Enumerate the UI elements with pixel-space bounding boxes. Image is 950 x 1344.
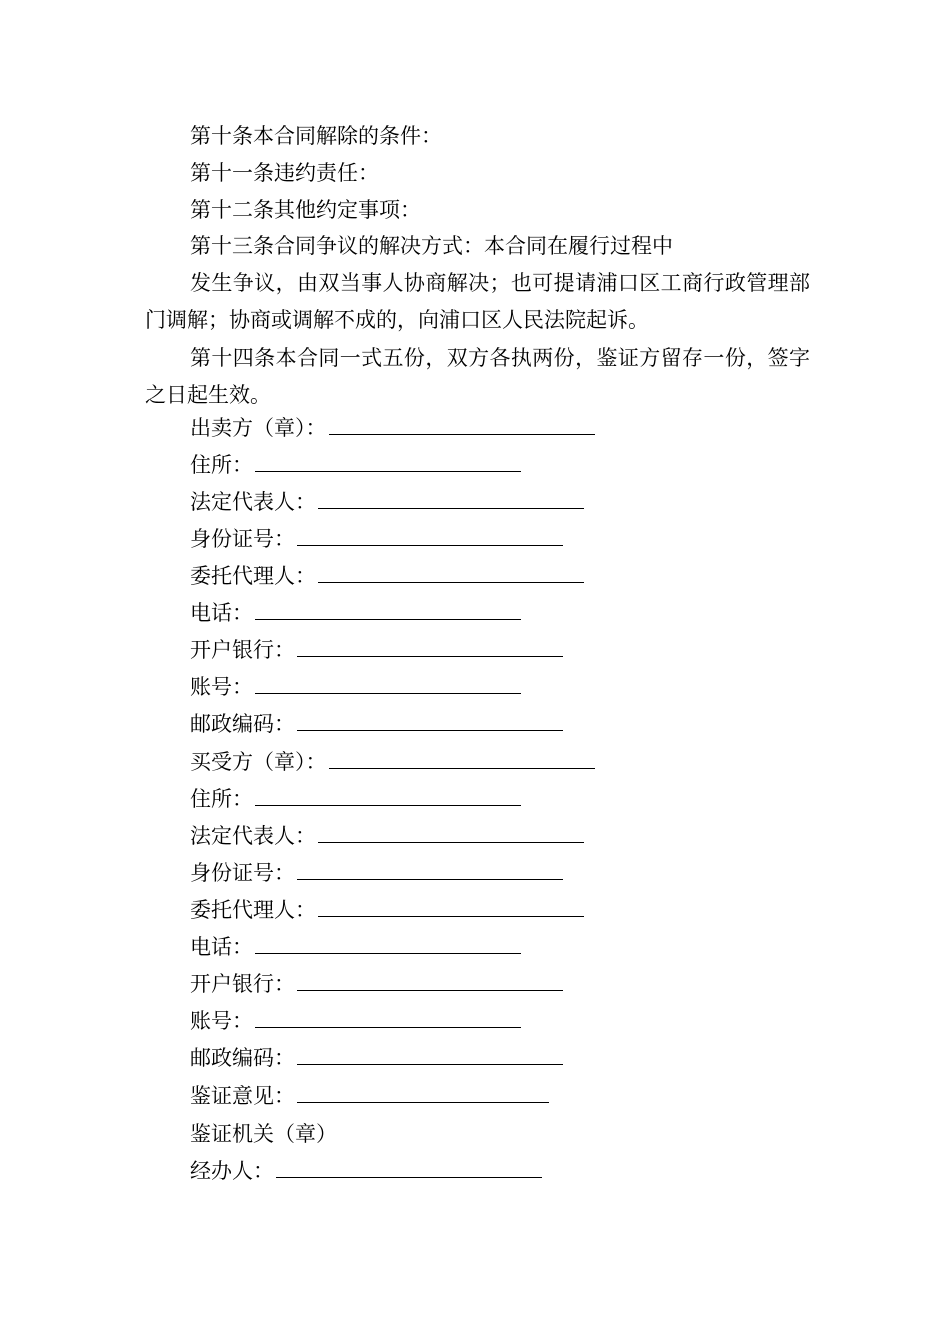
buyer-address-label: 住所：: [190, 787, 253, 811]
buyer-legal-rep-label: 法定代表人：: [190, 824, 316, 848]
seller-account-label: 账号：: [190, 675, 253, 699]
buyer-id-line: [190, 859, 563, 887]
seller-id-line: [190, 525, 563, 553]
seller-title-label: 出卖方（章）：: [190, 416, 327, 440]
verification-authority-label: 鉴证机关（章）: [190, 1122, 337, 1146]
verification-opinion-label: 鉴证意见：: [190, 1084, 295, 1108]
buyer-address-blank[interactable]: [255, 787, 521, 806]
handler-blank[interactable]: [276, 1159, 542, 1178]
buyer-bank-label: 开户银行：: [190, 972, 295, 996]
seller-address-label: 住所：: [190, 453, 253, 477]
buyer-bank-line: [190, 970, 563, 998]
seller-bank-line: [190, 636, 563, 664]
article-12-text: 第十二条其他约定事项：: [190, 198, 421, 222]
seller-phone-label: 电话：: [190, 601, 253, 625]
article-13: [190, 232, 673, 260]
dispute-paragraph: 发生争议，由双当事人协商解决；也可提请浦口区工商行政管理部门调解；协商或调解不成的，向浦口区人民法院起诉。: [145, 271, 810, 332]
seller-account-line: [190, 673, 521, 701]
seller-address-line: [190, 451, 521, 479]
article-10-text: 第十条本合同解除的条件：: [190, 124, 442, 148]
verification-opinion-blank[interactable]: [297, 1084, 549, 1103]
buyer-postcode-blank[interactable]: [297, 1046, 563, 1065]
seller-agent-blank[interactable]: [318, 564, 584, 583]
seller-title-line: [190, 414, 595, 442]
buyer-postcode-line: [190, 1044, 563, 1072]
buyer-bank-blank[interactable]: [297, 972, 563, 991]
buyer-agent-line: [190, 896, 584, 924]
article-12: [190, 196, 421, 224]
seller-account-blank[interactable]: [255, 675, 521, 694]
seller-bank-blank[interactable]: [297, 638, 563, 657]
article-10: [190, 122, 442, 150]
seller-agent-label: 委托代理人：: [190, 564, 316, 588]
buyer-address-line: [190, 785, 521, 813]
buyer-phone-label: 电话：: [190, 935, 253, 959]
seller-postcode-blank[interactable]: [297, 712, 563, 731]
seller-bank-label: 开户银行：: [190, 638, 295, 662]
seller-id-blank[interactable]: [297, 527, 563, 546]
seller-agent-line: [190, 562, 584, 590]
buyer-agent-label: 委托代理人：: [190, 898, 316, 922]
buyer-account-blank[interactable]: [255, 1009, 521, 1028]
buyer-postcode-label: 邮政编码：: [190, 1046, 295, 1070]
seller-postcode-label: 邮政编码：: [190, 712, 295, 736]
seller-id-label: 身份证号：: [190, 527, 295, 551]
seller-phone-blank[interactable]: [255, 601, 521, 620]
seller-phone-line: [190, 599, 521, 627]
article-11-text: 第十一条违约责任：: [190, 161, 379, 185]
seller-postcode-line: [190, 710, 563, 738]
buyer-id-blank[interactable]: [297, 861, 563, 880]
buyer-title-line: [190, 748, 595, 776]
buyer-legal-rep-blank[interactable]: [318, 824, 584, 843]
buyer-title-blank[interactable]: [329, 750, 595, 769]
buyer-account-label: 账号：: [190, 1009, 253, 1033]
buyer-legal-rep-line: [190, 822, 584, 850]
seller-address-blank[interactable]: [255, 453, 521, 472]
buyer-id-label: 身份证号：: [190, 861, 295, 885]
seller-legal-rep-line: [190, 488, 584, 516]
verification-opinion-line: [190, 1082, 549, 1110]
handler-line: [190, 1157, 542, 1185]
handler-label: 经办人：: [190, 1159, 274, 1183]
seller-legal-rep-label: 法定代表人：: [190, 490, 316, 514]
verification-authority-line: [190, 1120, 337, 1148]
buyer-title-label: 买受方（章）：: [190, 750, 327, 774]
buyer-account-line: [190, 1007, 521, 1035]
seller-legal-rep-blank[interactable]: [318, 490, 584, 509]
buyer-phone-blank[interactable]: [255, 935, 521, 954]
seller-title-blank[interactable]: [329, 416, 595, 435]
article-11: [190, 159, 379, 187]
article-13-text: 第十三条合同争议的解决方式：本合同在履行过程中: [190, 234, 673, 258]
buyer-agent-blank[interactable]: [318, 898, 584, 917]
buyer-phone-line: [190, 933, 521, 961]
copies-paragraph: 第十四条本合同一式五份，双方各执两份，鉴证方留存一份，签字之日起生效。: [145, 346, 810, 407]
